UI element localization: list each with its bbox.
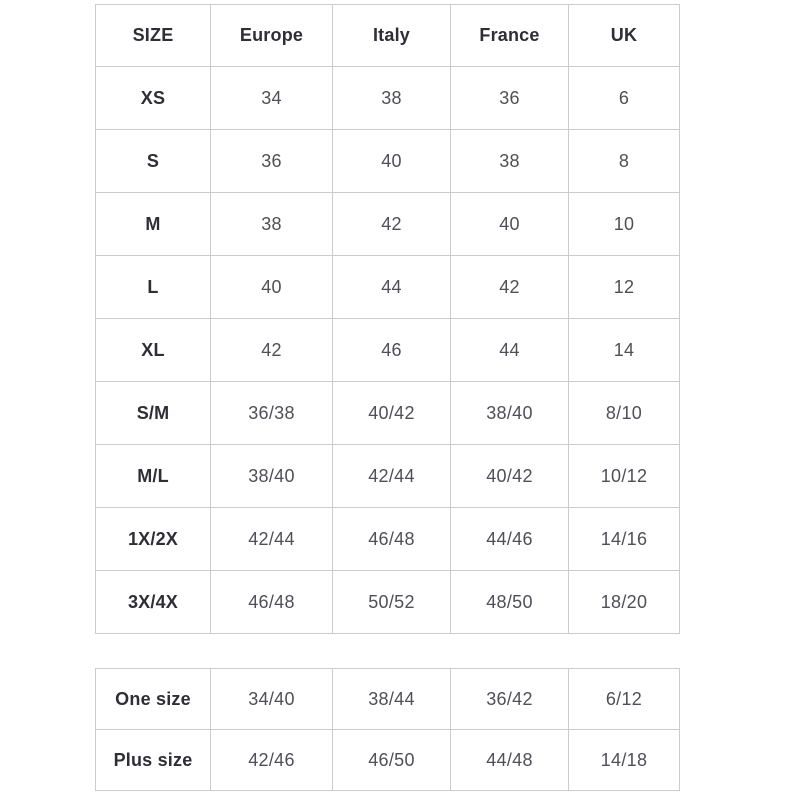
size-value: 14/16 bbox=[569, 508, 680, 571]
size-value: 40/42 bbox=[333, 382, 451, 445]
size-label: S/M bbox=[96, 382, 211, 445]
table-row bbox=[96, 319, 680, 382]
size-value: 34/40 bbox=[211, 669, 333, 730]
size-value: 8 bbox=[569, 130, 680, 193]
size-value: 42 bbox=[211, 319, 333, 382]
size-value: 46/50 bbox=[333, 730, 451, 791]
size-label: XL bbox=[96, 319, 211, 382]
size-rows bbox=[96, 67, 680, 634]
size-value: 40/42 bbox=[451, 445, 569, 508]
size-value: 42 bbox=[333, 193, 451, 256]
size-value: 46/48 bbox=[333, 508, 451, 571]
size-value: 36/42 bbox=[451, 669, 569, 730]
size-label: 1X/2X bbox=[96, 508, 211, 571]
size-value: 38/44 bbox=[333, 669, 451, 730]
size-value: 36 bbox=[211, 130, 333, 193]
table-row bbox=[96, 130, 680, 193]
column-header: Europe bbox=[211, 5, 333, 67]
size-value: 50/52 bbox=[333, 571, 451, 634]
size-value: 44 bbox=[333, 256, 451, 319]
size-value: 42 bbox=[451, 256, 569, 319]
size-label: M bbox=[96, 193, 211, 256]
column-header: France bbox=[451, 5, 569, 67]
size-value: 44/48 bbox=[451, 730, 569, 791]
size-value: 6/12 bbox=[569, 669, 680, 730]
size-value: 18/20 bbox=[569, 571, 680, 634]
column-header: SIZE bbox=[96, 5, 211, 67]
size-label: 3X/4X bbox=[96, 571, 211, 634]
size-value: 36/38 bbox=[211, 382, 333, 445]
size-value: 42/46 bbox=[211, 730, 333, 791]
size-value: 34 bbox=[211, 67, 333, 130]
special-size-rows bbox=[96, 669, 680, 791]
size-value: 12 bbox=[569, 256, 680, 319]
table-row bbox=[96, 67, 680, 130]
size-value: 42/44 bbox=[211, 508, 333, 571]
size-value: 44 bbox=[451, 319, 569, 382]
size-value: 48/50 bbox=[451, 571, 569, 634]
size-value: 46/48 bbox=[211, 571, 333, 634]
size-value: 42/44 bbox=[333, 445, 451, 508]
table-row bbox=[96, 669, 680, 730]
size-label: S bbox=[96, 130, 211, 193]
size-value: 8/10 bbox=[569, 382, 680, 445]
table-row bbox=[96, 445, 680, 508]
size-value: 38 bbox=[211, 193, 333, 256]
size-value: 40 bbox=[333, 130, 451, 193]
table-row bbox=[96, 193, 680, 256]
size-value: 38/40 bbox=[451, 382, 569, 445]
size-value: 40 bbox=[451, 193, 569, 256]
size-value: 40 bbox=[211, 256, 333, 319]
size-label: One size bbox=[96, 669, 211, 730]
table-row bbox=[96, 508, 680, 571]
size-value: 10 bbox=[569, 193, 680, 256]
size-value: 14 bbox=[569, 319, 680, 382]
size-label: M/L bbox=[96, 445, 211, 508]
table-row bbox=[96, 571, 680, 634]
table-row bbox=[96, 382, 680, 445]
special-size-table bbox=[95, 668, 680, 791]
size-value: 38 bbox=[333, 67, 451, 130]
size-value: 14/18 bbox=[569, 730, 680, 791]
column-header: UK bbox=[569, 5, 680, 67]
header-row bbox=[96, 5, 680, 67]
size-label: XS bbox=[96, 67, 211, 130]
size-label: Plus size bbox=[96, 730, 211, 791]
size-tables-container bbox=[95, 4, 679, 791]
size-value: 10/12 bbox=[569, 445, 680, 508]
size-value: 38 bbox=[451, 130, 569, 193]
table-row bbox=[96, 730, 680, 791]
size-value: 38/40 bbox=[211, 445, 333, 508]
table-row bbox=[96, 256, 680, 319]
size-label: L bbox=[96, 256, 211, 319]
size-value: 6 bbox=[569, 67, 680, 130]
size-conversion-table bbox=[95, 4, 680, 634]
size-value: 46 bbox=[333, 319, 451, 382]
column-header: Italy bbox=[333, 5, 451, 67]
size-value: 36 bbox=[451, 67, 569, 130]
size-value: 44/46 bbox=[451, 508, 569, 571]
